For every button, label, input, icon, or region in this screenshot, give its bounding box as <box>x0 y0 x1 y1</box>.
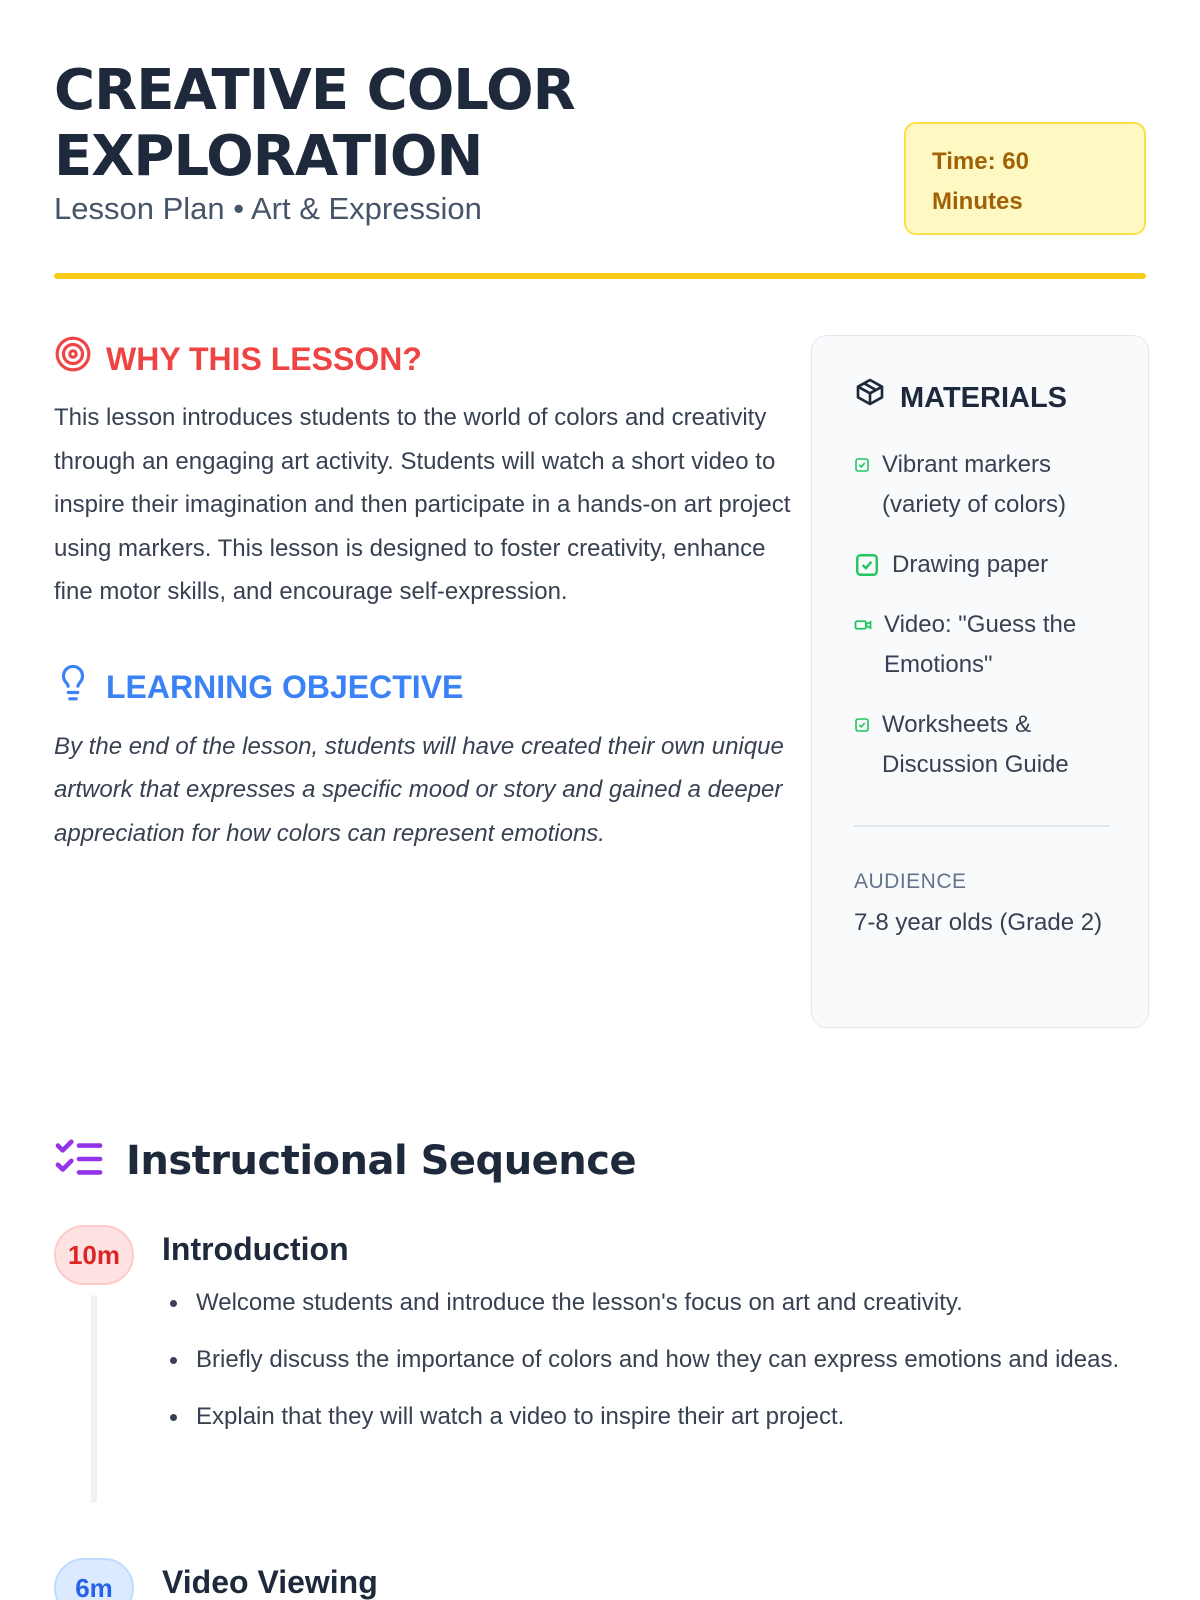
duration-badge: 6m <box>54 1558 134 1600</box>
material-item <box>854 605 1108 685</box>
material-item <box>854 445 1108 525</box>
target-icon <box>54 335 92 382</box>
page-title: CREATIVE COLOR EXPLORATION <box>54 58 575 189</box>
audience-label: AUDIENCE <box>854 869 967 893</box>
timeline-connector <box>91 1295 97 1503</box>
list-checks-icon <box>54 1136 104 1187</box>
list-item: Briefly discuss the importance of colors and how they can express emotions and ideas. <box>162 1338 1122 1381</box>
list-item: Explain that they will watch a video to inspire their art project. <box>162 1395 1122 1438</box>
material-label: Video: "Guess the Emotions" <box>884 611 1077 678</box>
list-item: Welcome students and introduce the lesson's focus on art and creativity. <box>162 1281 1122 1324</box>
sequence-heading <box>54 1133 636 1189</box>
sequence-step-introduction <box>54 1225 1146 1525</box>
materials-heading <box>854 376 1108 419</box>
materials-heading-label: MATERIALS <box>900 381 1068 414</box>
lightbulb-icon <box>54 664 92 711</box>
objective-heading <box>54 664 794 711</box>
check-square-icon <box>854 445 870 485</box>
page-subtitle: Lesson Plan • Art & Expression <box>54 191 482 226</box>
time-badge: Time: 60 Minutes <box>904 122 1146 235</box>
package-icon <box>854 376 886 419</box>
audience-value: 7-8 year olds (Grade 2) <box>854 908 1103 936</box>
objective-heading-label: LEARNING OBJECTIVE <box>106 669 464 705</box>
why-heading <box>54 335 794 382</box>
lesson-header <box>54 58 1146 228</box>
card-divider <box>854 825 1110 827</box>
step-title: Introduction <box>162 1231 349 1267</box>
material-item <box>854 545 1108 585</box>
step-title: Video Viewing <box>162 1564 378 1600</box>
sequence-step-video-viewing <box>54 1558 1146 1600</box>
material-label: Drawing paper <box>892 551 1049 578</box>
material-label: Worksheets & Discussion Guide <box>882 711 1069 778</box>
check-square-icon <box>854 705 870 745</box>
header-divider <box>54 273 1146 279</box>
check-square-icon <box>854 545 880 585</box>
why-text: This lesson introduces students to the world of colors and creativity through an engaging art activity. Students will watch a short video to inspire their imagination and then participate in a hands-on art project using markers. This lesson is designed to foster creativity, enhance fine motor skills, and encourage self-expression. <box>54 404 791 605</box>
material-item <box>854 705 1108 785</box>
materials-list <box>854 445 1108 785</box>
step-bullets <box>162 1281 1122 1452</box>
lesson-overview <box>54 335 794 855</box>
objective-text: By the end of the lesson, students will have created their own unique artwork that expresses a specific mood or story and gained a deeper appreciation for how colors can represent emotions. <box>54 732 784 847</box>
material-label: Vibrant markers (variety of colors) <box>882 451 1067 518</box>
video-icon <box>854 605 872 645</box>
materials-card <box>811 335 1149 1028</box>
why-heading-label: WHY THIS LESSON? <box>106 340 422 377</box>
sequence-title: Instructional Sequence <box>126 1138 637 1184</box>
duration-badge: 10m <box>54 1225 134 1285</box>
